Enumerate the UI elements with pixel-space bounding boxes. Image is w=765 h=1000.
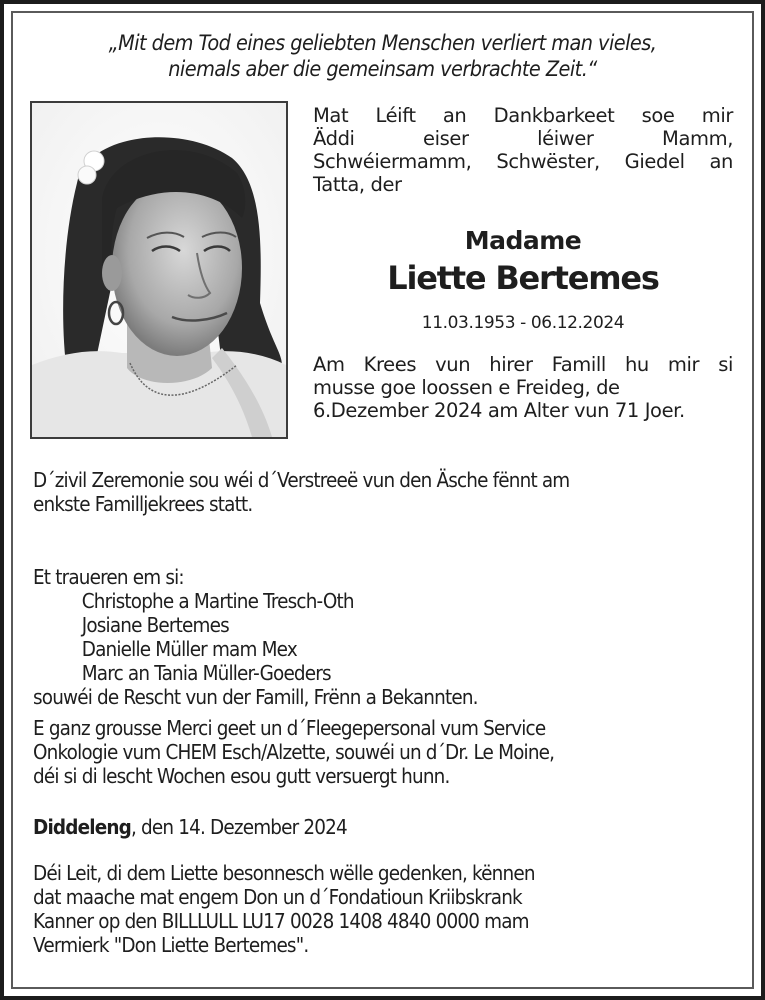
portrait-image: [32, 103, 286, 437]
mourner-name: Josiane Bertemes: [81, 613, 229, 637]
portrait-photo: [30, 101, 288, 439]
intro-line: Tatta, der: [313, 173, 402, 196]
mourners-heading: Et traueren em si:: [33, 565, 184, 589]
ceremony-line: enkste Familljekrees statt.: [33, 492, 253, 516]
donation-line: Déi Leit, di dem Liette besonnesch wëlle gedenken, kënnen: [33, 861, 535, 885]
ceremony-paragraph: [33, 468, 677, 516]
passing-line: 6.Dezember 2024 am Alter vun 71 Joer.: [313, 399, 685, 422]
quote-line: niemals aber die gemeinsam verbrachte Zeit.“: [168, 57, 597, 81]
intro-line: Schwéiermamm, Schwëster, Giedel an: [313, 150, 733, 173]
dateline-date: , den 14. Dezember 2024: [131, 815, 347, 839]
donation-line: Kanner op den BILLLULL LU17 0028 1408 4840 0000 mam: [33, 909, 529, 933]
intro-text: [313, 104, 733, 196]
donation-line: Vermierk "Don Liette Bertemes".: [33, 933, 309, 957]
passing-line: musse goe loossen e Freideg, de: [313, 376, 620, 399]
thanks-paragraph: [33, 716, 677, 788]
mourner-name: Marc an Tania Müller-Goeders: [81, 661, 331, 685]
deceased-name: Liette Bertemes: [387, 259, 659, 297]
thanks-line: E ganz grousse Merci geet un d´Fleegepersonal vum Service: [33, 716, 546, 740]
passing-line: Am Krees vun hirer Famill hu mir si: [313, 353, 733, 376]
donation-line: dat maache mat engem Don un d´Fondatioun Kriibskrank: [33, 885, 522, 909]
mourners-closing: souwéi de Rescht vun der Famill, Frënn a Bekannten.: [33, 685, 478, 709]
intro-line: Äddi eiser léiwer Mamm,: [313, 127, 733, 150]
intro-line: Mat Léift an Dankbarkeet soe mir: [313, 104, 733, 127]
dateline: [33, 815, 677, 839]
quote-line: „Mit dem Tod eines geliebten Menschen verliert man vieles,: [108, 31, 657, 55]
mourner-name: Danielle Müller mam Mex: [81, 637, 297, 661]
mourner-name: Christophe a Martine Tresch-Oth: [81, 589, 354, 613]
passing-text: [313, 353, 733, 422]
salutation: Madame: [464, 226, 582, 255]
thanks-line: déi si di lescht Wochen esou gutt versuergt hunn.: [33, 764, 450, 788]
dateline-place: Diddeleng: [33, 815, 132, 839]
donation-paragraph: [33, 861, 677, 957]
ceremony-line: D´zivil Zeremonie sou wéi d´Verstreeë vun den Äsche fënnt am: [33, 468, 570, 492]
mourners-paragraph: [33, 565, 677, 709]
memorial-quote: [31, 30, 735, 82]
life-dates: 11.03.1953 - 06.12.2024: [421, 313, 625, 333]
thanks-line: Onkologie vum CHEM Esch/Alzette, souwéi un d´Dr. Le Moine,: [33, 740, 555, 764]
